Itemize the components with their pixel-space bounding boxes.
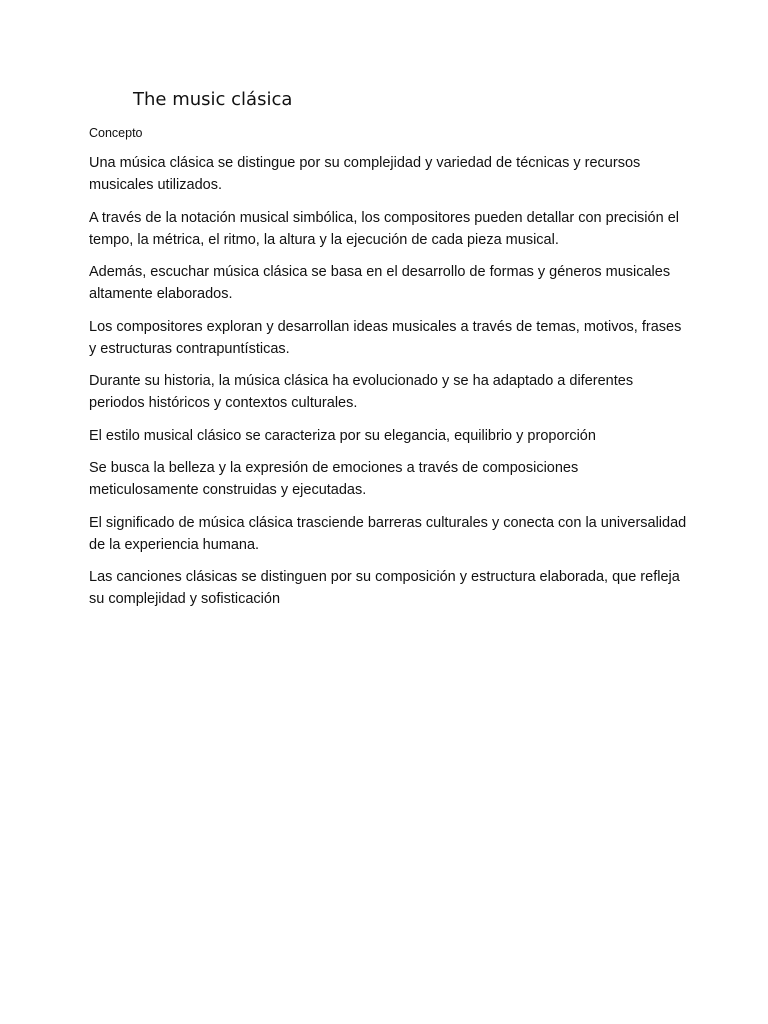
paragraph-3: Además, escuchar música clásica se basa en el desarrollo de formas y géneros musicales altamente elaborados. [89, 264, 671, 302]
document-body [89, 152, 689, 621]
paragraph-1: Una música clásica se distingue por su complejidad y variedad de técnicas y recursos musicales utilizados. [89, 155, 641, 193]
paragraph-8: El significado de música clásica trasciende barreras culturales y conecta con la universalidad de la experiencia humana. [89, 514, 687, 553]
paragraph-2: A través de la notación musical simbólica, los compositores pueden detallar con precisión el tempo, la métrica, el ritmo, la altura y la ejecución de cada pieza musical. [89, 209, 679, 248]
document-title: The music clásica [133, 89, 293, 110]
section-label: Concepto [89, 126, 143, 140]
paragraph-9: Las canciones clásicas se distinguen por su composición y estructura elaborada, que refleja su complejidad y sofisticación [89, 569, 680, 607]
paragraph-4: Los compositores exploran y desarrollan ideas musicales a través de temas, motivos, frases y estructuras contrapuntísticas. [89, 318, 682, 357]
paragraph-6: El estilo musical clásico se caracteriza por su elegancia, equilibrio y proporción [89, 427, 596, 444]
paragraph-7: Se busca la belleza y la expresión de emociones a través de composiciones meticulosamente construidas y ejecutadas. [89, 460, 579, 498]
paragraph-5: Durante su historia, la música clásica ha evolucionado y se ha adaptado a diferentes periodos históricos y contextos culturales. [89, 373, 634, 411]
